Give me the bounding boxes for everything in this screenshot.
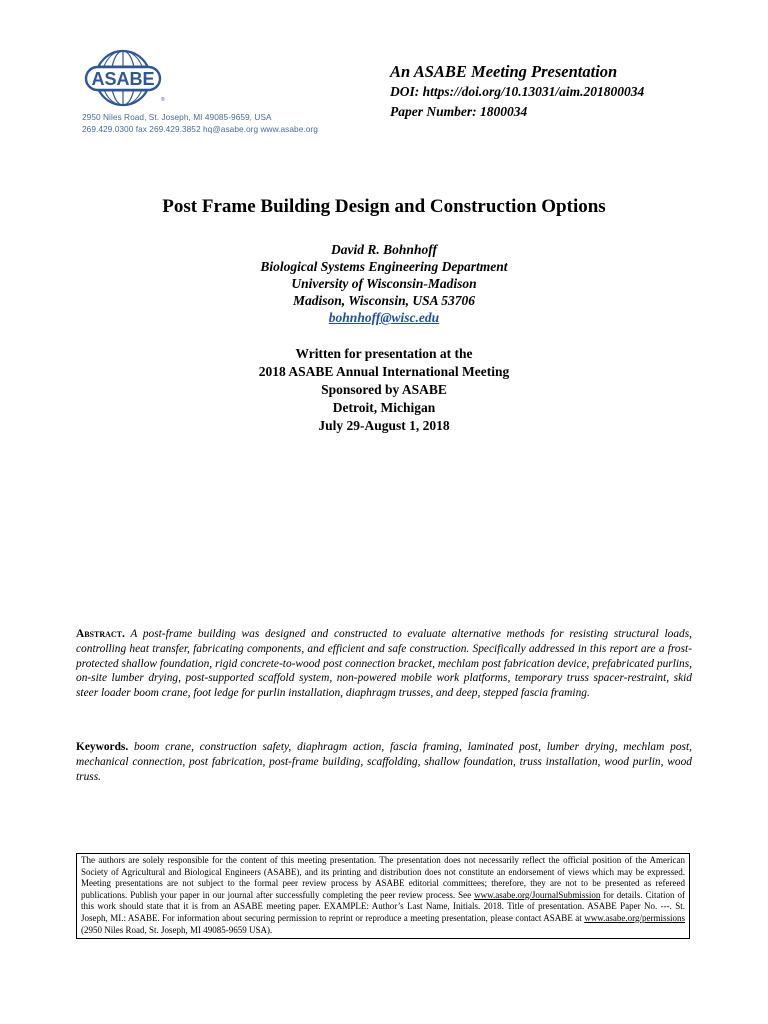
meeting-info bbox=[390, 62, 730, 122]
paper-title: Post Frame Building Design and Construction Options bbox=[162, 196, 606, 217]
keywords-label: Keywords. bbox=[76, 741, 129, 753]
asabe-logo-block bbox=[80, 48, 350, 140]
author-block bbox=[0, 241, 768, 326]
disclaimer-text-3: (2950 Niles Road, St. Joseph, MI 49085-9659 USA). bbox=[81, 924, 273, 935]
doi-line: DOI: https://doi.org/10.13031/aim.201800034 bbox=[390, 84, 645, 99]
abstract-paragraph bbox=[76, 627, 692, 701]
disclaimer-box bbox=[76, 853, 690, 939]
disclaimer-text-2: for details. Citation of this work should state that it is from an ASABE meeting paper. EXAMPLE: Author’s Last Name, Initials. 2018. Title of presentation. ASABE Paper No. ---. St. Joseph, MI.: ASABE. For information about securing permission to reprint or reproduce a meeting presentation, please contact ASABE at bbox=[81, 889, 685, 923]
logo-text: ASABE bbox=[91, 69, 155, 89]
presentation-block bbox=[0, 345, 768, 435]
presentation-line-4: Detroit, Michigan bbox=[332, 400, 436, 415]
meeting-title: An ASABE Meeting Presentation bbox=[390, 62, 618, 81]
keywords-paragraph bbox=[76, 740, 692, 784]
abstract-label: Abstract. bbox=[76, 628, 125, 640]
presentation-line-3: Sponsored by ASABE bbox=[321, 382, 447, 397]
keywords-text: boom crane, construction safety, diaphragm action, fascia framing, laminated post, lumber drying, mechlam post, mechanical connection, post fabrication, post-frame building, scaffolding, shallow foundation, truss installation, wood purlin, wood truss. bbox=[76, 741, 692, 783]
journal-submission-link[interactable]: www.asabe.org/JournalSubmission bbox=[474, 889, 601, 900]
author-email-link[interactable]: bohnhoff@wisc.edu bbox=[328, 310, 440, 325]
author-department: Biological Systems Engineering Department bbox=[260, 259, 508, 274]
author-location: Madison, Wisconsin, USA 53706 bbox=[293, 293, 475, 308]
presentation-line-2: 2018 ASABE Annual International Meeting bbox=[258, 364, 510, 379]
address-line-2: 269.429.0300 fax 269.429.3852 hq@asabe.org www.asabe.org bbox=[82, 124, 318, 134]
address-line-1: 2950 Niles Road, St. Joseph, MI 49085-9659, USA bbox=[82, 112, 272, 122]
presentation-line-5: July 29-August 1, 2018 bbox=[318, 418, 450, 433]
abstract-text: A post-frame building was designed and constructed to evaluate alternative methods for resisting structural loads, controlling heat transfer, fabricating components, and efficient and safe construction. Specifically addressed in this report are a frost-protected shallow foundation, rigid concrete-to-wood post connection bracket, mechlam post fabrication device, prefabricated purlins, on-site lumber drying, post-supported scaffold system, non-powered mobile work platforms, temporary truss spacer-restraint, skid steer loader boom crane, foot ledge for purlin installation, diaphragm trusses, and deep, stepped fascia framing. bbox=[76, 628, 692, 700]
disclaimer-text-1: The authors are solely responsible for the content of this meeting presentation. The presentation does not necessarily reflect the official position of the American Society of Agricultural and Biological Engineers (ASABE), and its printing and distribution does not constitute an endorsement of views which may be expressed. Meeting presentations are not subject to the formal peer review process by ASABE editorial committees; therefore, they are not to be presented as refereed publications. Publish your paper in our journal after successfully completing the peer review process. See bbox=[81, 855, 685, 900]
svg-text:®: ® bbox=[161, 97, 165, 103]
presentation-line-1: Written for presentation at the bbox=[295, 346, 473, 361]
asabe-logo-icon bbox=[80, 48, 166, 108]
paper-number: Paper Number: 1800034 bbox=[390, 104, 528, 119]
permissions-link[interactable]: www.asabe.org/permissions bbox=[584, 912, 685, 923]
author-name: David R. Bohnhoff bbox=[331, 242, 437, 257]
author-university: University of Wisconsin-Madison bbox=[291, 276, 477, 291]
